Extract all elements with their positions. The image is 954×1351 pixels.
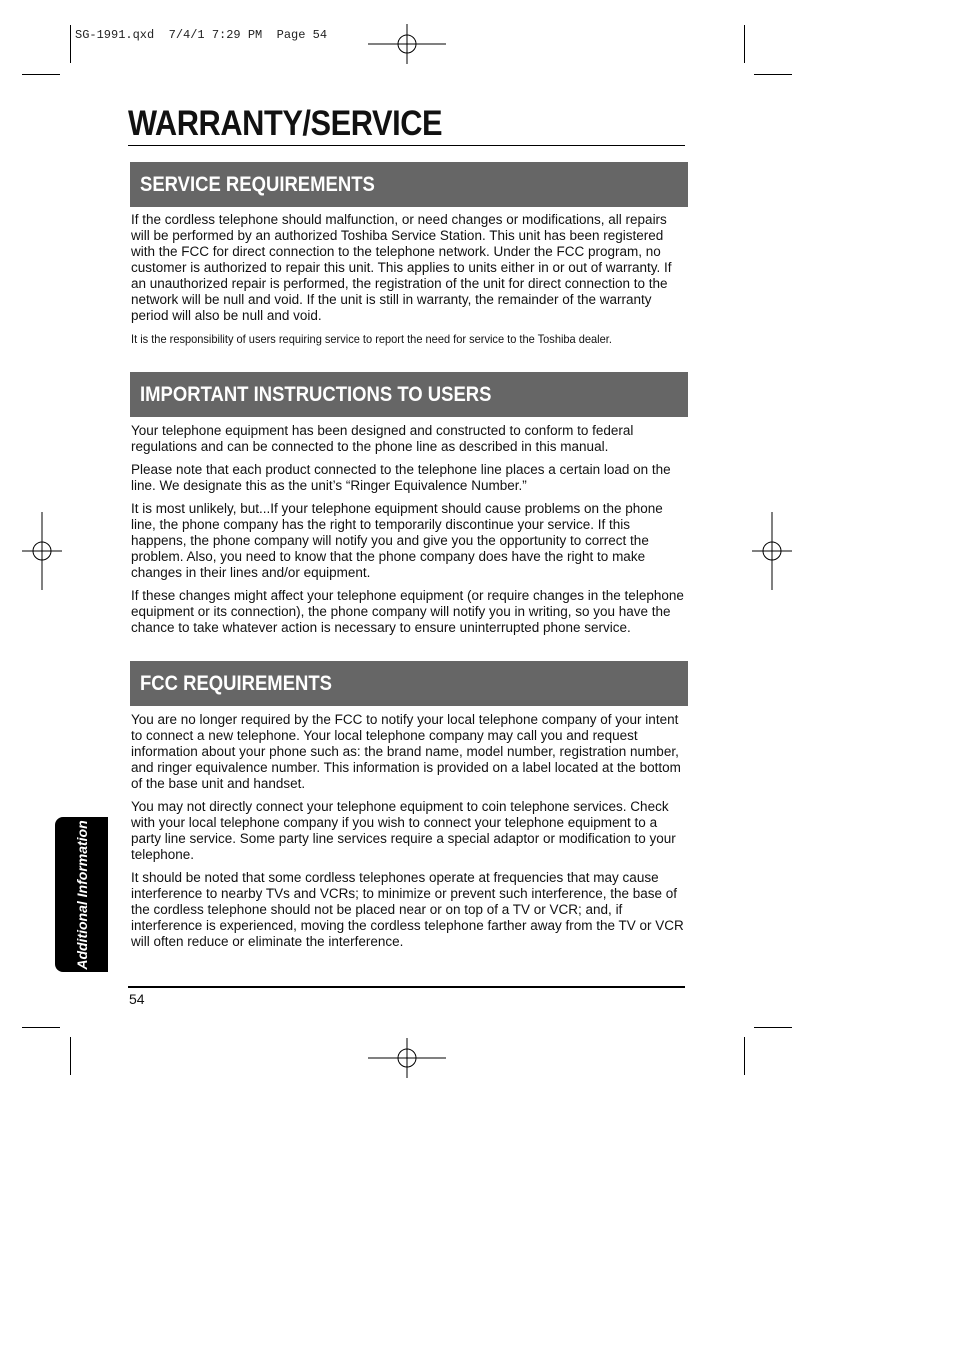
crop-mark	[744, 1037, 745, 1075]
title-divider	[128, 145, 685, 146]
paragraph: You are no longer required by the FCC to notify your local telephone company of your intent to connect a new telephone. Your local telephone company may call you and request information about your phone such as: the brand name, model number, registration number, and ringer equivalence number. This information is provided on a label located at the bottom of the base unit and handset.	[131, 712, 681, 791]
crop-mark	[22, 74, 60, 75]
print-slug: SG-1991.qxd 7/4/1 7:29 PM Page 54	[75, 28, 328, 42]
section-heading: FCC REQUIREMENTS	[140, 672, 333, 695]
paragraph: You may not directly connect your telephone equipment to coin telephone services. Check with your local telephone company if you wish to connect your telephone equipment to a party line service. Some party line services require a special adaptor or modification to your telephone.	[131, 799, 676, 862]
crop-mark	[22, 1027, 60, 1028]
section-header-fcc-requirements	[130, 661, 688, 706]
registration-mark-icon	[752, 512, 792, 590]
paragraph: It should be noted that some cordless telephones operate at frequencies that may cause interference to nearby TVs and VCRs; to minimize or prevent such interference, the base of the cordless telephone should not be placed near or on top of a TV or VCR; and, if interference is experienced, moving the cordless telephone farther away from the TV or VCR will often reduce or eliminate the interference.	[131, 870, 684, 949]
paragraph: If the cordless telephone should malfunction, or need changes or modifications, all repairs will be performed by an authorized Toshiba Service Station. This unit has been registered with the FCC for direct connection to the telephone network. Under the FCC program, no customer is authorized to repair this unit. This applies to units either in or out of warranty. If an unauthorized repair is performed, the registration of the unit for direct connection to the network will be null and void. If the unit is still in warranty, the remainder of the warranty period will also be null and void.	[131, 212, 672, 323]
crop-mark	[70, 25, 71, 63]
paragraph: Your telephone equipment has been designed and constructed to conform to federal regulations and can be connected to the phone line as described in this manual.	[131, 423, 634, 454]
page-title: WARRANTY/SERVICE	[128, 104, 443, 143]
registration-mark-icon	[368, 24, 446, 64]
paragraph: Please note that each product connected to the telephone line places a certain load on the line. We designate this as the unit’s “Ringer Equivalence Number.”	[131, 462, 671, 493]
crop-mark	[744, 25, 745, 63]
paragraph: It is most unlikely, but...If your telephone equipment should cause problems on the phone line, the phone company has the right to temporarily discontinue your service. If this happens, the phone company will notify you and give you the opportunity to correct the problem. Also, you need to know that the phone company does have the right to make changes in their lines and/or equipment.	[131, 501, 663, 580]
side-tab	[55, 817, 108, 972]
crop-mark	[70, 1037, 71, 1075]
section-header-important-instructions	[130, 372, 688, 417]
registration-mark-icon	[22, 512, 62, 590]
registration-mark-icon	[368, 1038, 446, 1078]
section-heading: SERVICE REQUIREMENTS	[140, 173, 375, 196]
crop-mark	[754, 1027, 792, 1028]
crop-mark	[754, 74, 792, 75]
paragraph: If these changes might affect your telephone equipment (or require changes in the telephone equipment or its connection), the phone company will notify you in writing, so you have the chance to take whatever action is necessary to ensure uninterrupted phone service.	[131, 588, 684, 635]
section-header-service-requirements	[130, 162, 688, 207]
side-tab-label: Additional Information	[73, 819, 90, 970]
page-number: 54	[129, 991, 145, 1007]
footer-divider	[128, 986, 685, 988]
paragraph-note: It is the responsibility of users requiring service to report the need for service to the Toshiba dealer.	[131, 332, 612, 346]
section-heading: IMPORTANT INSTRUCTIONS TO USERS	[140, 383, 492, 406]
